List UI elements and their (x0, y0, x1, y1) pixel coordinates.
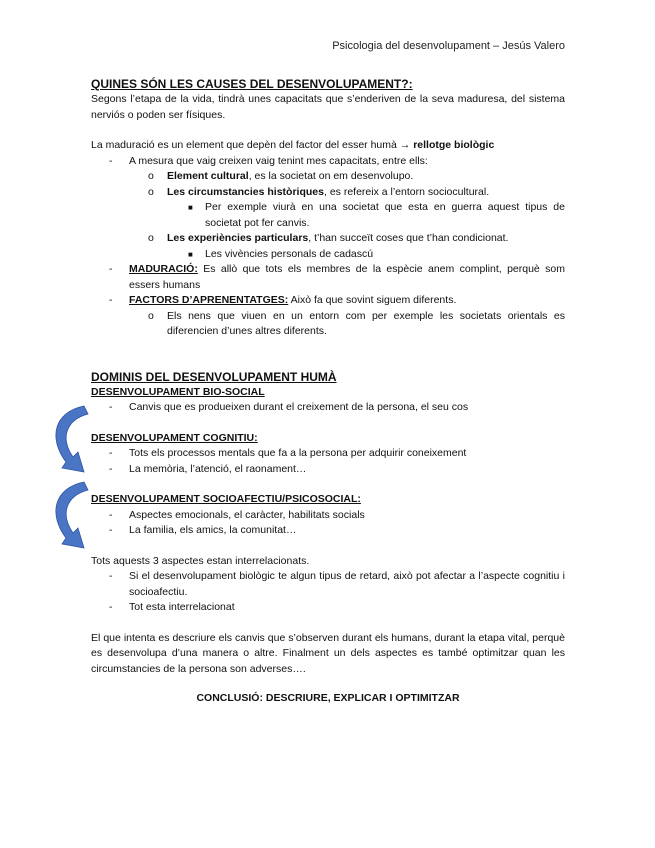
list-item (91, 262, 565, 293)
list-item-text: Els nens que viuen en un entorn com per exemple les societats orientals es diferencien d’unes altres diferents. (167, 309, 565, 337)
dash-marker: - (109, 401, 113, 413)
list-item-text: Tots els processos mentals que fa a la persona per adquirir coneixement (129, 447, 467, 459)
dash-marker: - (109, 570, 113, 582)
list-item-text: , es la societat on em desenvolupo. (248, 170, 414, 182)
list-item-text: La memòria, l’atenció, el raonament… (129, 462, 307, 475)
curved-arrow-icon-1 (40, 402, 95, 482)
list-item-text: Aspectes emocionals, el caràcter, habilitats socials (129, 508, 365, 521)
list-item-text: Tot esta interrelacionat (129, 601, 235, 613)
list-item-text: Les vivències personals de cadascú (205, 247, 374, 260)
list-item-text: , es refereix a l’entorn sociocultural. (323, 185, 490, 198)
section2-title: DOMINIS DEL DESENVOLUPAMENT HUMÀ (91, 369, 337, 384)
list-item-bold: Les circumstancies històriques (167, 185, 324, 198)
list-item-text: La familia, els amics, la comunitat… (129, 524, 297, 536)
list-item-text: Canvis que es produeixen durant el creixement de la persona, el seu cos (129, 401, 469, 413)
maduracio-text: La maduració es un element que depèn del factor del esser humà (91, 139, 397, 151)
list-item-text: Per exemple viurà en una societat que esta en guerra aquest tipus de societat pot fer canvis. (205, 201, 565, 229)
list-item (91, 185, 565, 201)
interrelacionats-list (91, 569, 565, 616)
bio-social-title: DESENVOLUPAMENT BIO-SOCIAL (91, 385, 265, 398)
conclusion: CONCLUSIÓ: DESCRIURE, EXPLICAR I OPTIMITZAR (196, 692, 460, 704)
circle-marker: o (148, 170, 154, 182)
socioafectiu-title: DESENVOLUPAMENT SOCIOAFECTIU/PSICOSOCIAL: (91, 493, 361, 505)
list-item (91, 293, 565, 309)
list-item (91, 446, 565, 462)
list-item (91, 400, 565, 416)
circle-marker: o (148, 232, 154, 244)
cognitiu-title: DESENVOLUPAMENT COGNITIU: (91, 431, 258, 444)
section1-title: QUINES SÓN LES CAUSES DEL DESENVOLUPAMENT?: (91, 77, 413, 91)
square-marker: ■ (188, 203, 193, 212)
curved-arrow-icon-2 (40, 478, 95, 558)
interrelacionats-text: Tots aquests 3 aspectes estan interrelacionats. (91, 554, 310, 567)
list-item-text: , t’han succeït coses que t’han condicionat. (308, 232, 509, 244)
list-item (91, 231, 565, 247)
list-item-bold: MADURACIÓ: (129, 263, 198, 275)
dash-marker: - (109, 508, 113, 521)
list-item (91, 200, 565, 231)
dash-marker: - (109, 447, 113, 459)
dash-marker: - (109, 263, 113, 275)
list-item (91, 600, 565, 616)
list-item-bold: Les experiències particulars (167, 232, 309, 244)
list-item (91, 247, 565, 263)
list-item (91, 569, 565, 600)
list-item (91, 462, 565, 478)
list-item (91, 169, 565, 185)
socioafectiu-list (91, 508, 565, 539)
page-header: Psicologia del desenvolupament – Jesús Valero (332, 40, 565, 52)
list-item-bold: Element cultural (167, 170, 249, 182)
cognitiu-list (91, 446, 565, 477)
dash-marker: - (109, 601, 113, 613)
bio-social-list (91, 400, 565, 416)
causes-list (91, 154, 565, 340)
section1-intro: Segons l’etapa de la vida, tindrà unes capacitats que s’enderiven de la seva maduresa, del sistema nerviós o poden ser físiques. (91, 93, 565, 121)
list-item-text: Es allò que tots els membres de la espècie anem complint, perquè som essers humans (129, 263, 565, 291)
list-item (91, 309, 565, 340)
maduracio-paragraph (91, 138, 565, 154)
document-body (91, 76, 565, 707)
arrow-right-icon: → (399, 139, 411, 151)
maduracio-bold: rellotge biològic (413, 139, 495, 151)
circle-marker: o (148, 185, 154, 198)
dash-marker: - (109, 462, 113, 475)
list-item-text: Si el desenvolupament biològic te algun tipus de retard, això pot afectar a l’aspecte cognitiu i socioafectiu. (129, 570, 565, 598)
circle-marker: o (148, 309, 154, 322)
list-item (91, 508, 565, 524)
closing-paragraph: El que intenta es descriure els canvis que s’observen durant els humans, durant la etapa vital, perquè es desenvolupa d’una manera o altre. Finalment un dels aspectes es també optimitzar quan les circumstancies de la persona son adverses…. (91, 631, 565, 675)
dash-marker: - (109, 524, 113, 536)
list-item (91, 154, 565, 170)
dash-marker: - (109, 294, 113, 306)
list-item-text: A mesura que vaig creixen vaig tenint mes capacitats, entre ells: (129, 154, 428, 167)
list-item-text: Això fa que sovint siguem diferents. (288, 294, 457, 306)
list-item (91, 523, 565, 539)
dash-marker: - (109, 154, 113, 167)
list-item-bold: FACTORS D’APRENENTATGES: (129, 294, 289, 306)
square-marker: ■ (188, 249, 193, 259)
